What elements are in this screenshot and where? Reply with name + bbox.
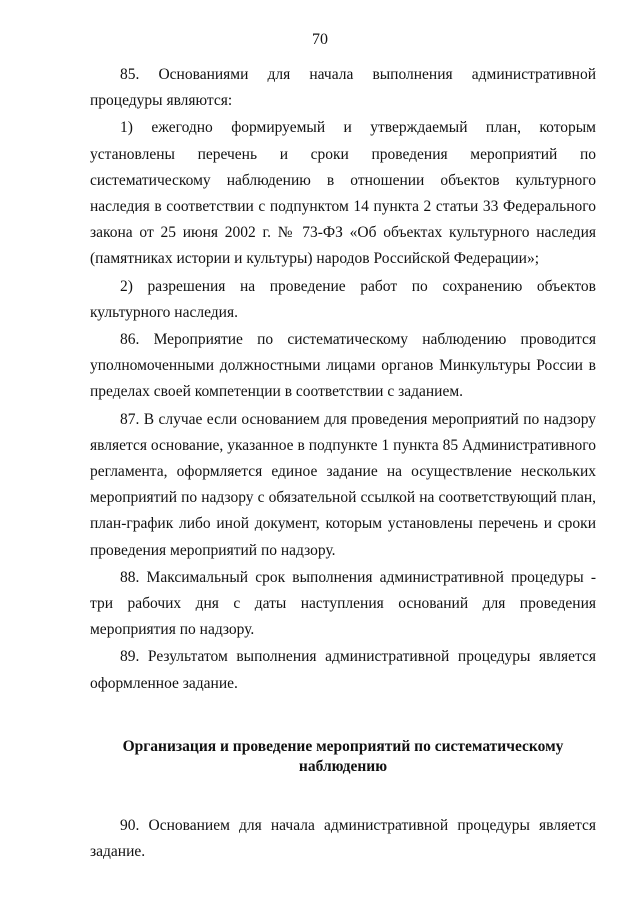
section-heading: Организация и проведение мероприятий по систематическому наблюдению	[122, 737, 564, 775]
paragraph-89: 89. Результатом выполнения административной процедуры является оформленное задание.	[90, 648, 596, 692]
paragraph-87: 87. В случае если основанием для проведения мероприятий по надзору является основание, указанное в подпункте 1 пункта 85 Административного регламента, оформляется единое задание на осуществление нескольких мероприятий по надзору с обязательной ссылкой на соответствующий план, план-график либо иной документ, которым установлены перечень и сроки проведения мероприятий по надзору.	[90, 410, 596, 559]
paragraph-85: 85. Основаниями для начала выполнения административной процедуры являются:	[90, 66, 596, 110]
page-number: 70	[312, 31, 328, 48]
paragraph-88: 88. Максимальный срок выполнения административной процедуры - три рабочих дня с даты наступления оснований для проведения мероприятия по надзору.	[90, 568, 596, 639]
document-body	[90, 62, 596, 865]
paragraph-86: 86. Мероприятие по систематическому наблюдению проводится уполномоченными должностными лицами органов Минкультуры России в пределах своей компетенции в соответствии с заданием.	[90, 331, 596, 401]
paragraph-85-item-2: 2) разрешения на проведение работ по сохранению объектов культурного наследия.	[90, 277, 596, 321]
paragraph-85-item-1: 1) ежегодно формируемый и утверждаемый план, которым установлены перечень и сроки проведения мероприятий по систематическому наблюдению в отношении объектов культурного наследия в соответствии с подпунктом 14 пункта 2 статьи 33 Федерального закона от 25 июня 2002 г. № 73-ФЗ «Об объектах культурного наследия (памятниках истории и культуры) народов Российской Федерации»;	[90, 119, 596, 268]
paragraph-90: 90. Основанием для начала административной процедуры является задание.	[90, 816, 596, 861]
